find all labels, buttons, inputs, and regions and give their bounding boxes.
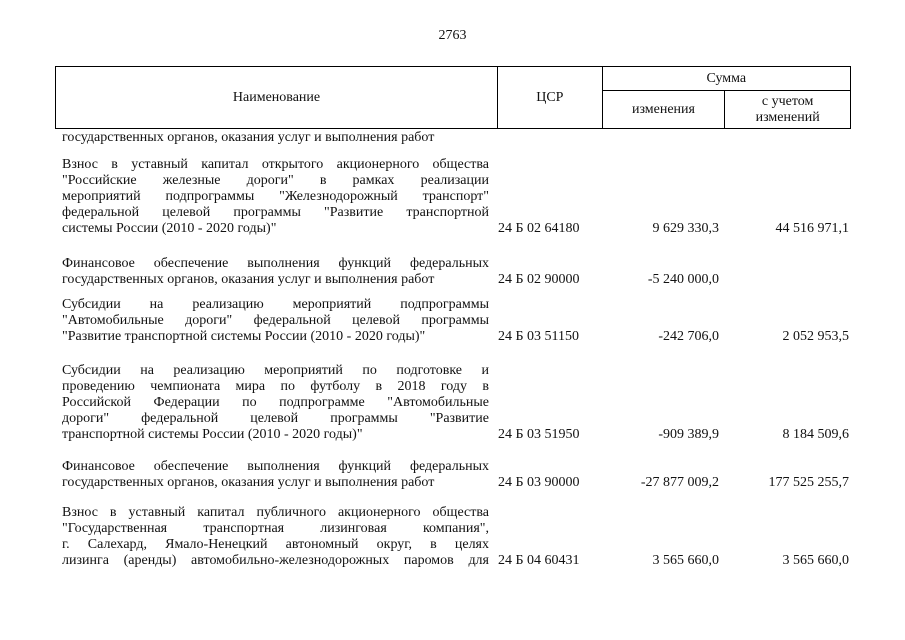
row-name-line: Взнос в уставный капитал открытого акционерного общества: [62, 157, 489, 172]
row-csr: 24 Б 03 51950: [498, 427, 580, 442]
row-csr: 24 Б 03 51150: [498, 329, 580, 344]
row-name: [62, 505, 489, 569]
row-name-line: системы России (2010 - 2020 годы)": [62, 221, 277, 236]
row-total: 2 052 953,5: [782, 329, 849, 344]
row-change: -242 706,0: [658, 329, 719, 344]
row-name-line: "Российские железные дороги" в рамках реализации: [62, 173, 489, 188]
row-total: 8 184 509,6: [782, 427, 849, 442]
row-name-line: государственных органов, оказания услуг и выполнения работ: [62, 130, 435, 145]
row-total: 44 516 971,1: [775, 221, 849, 236]
header-csr: ЦСР: [498, 67, 603, 129]
row-change: -909 389,9: [658, 427, 719, 442]
row-name-line: Российской Федерации по подпрограмме "Автомобильные: [62, 395, 489, 410]
row-change: -27 877 009,2: [640, 475, 719, 490]
row-total: 3 565 660,0: [782, 553, 849, 568]
row-name-line: Финансовое обеспечение выполнения функций федеральных: [62, 256, 489, 271]
row-change: 3 565 660,0: [652, 553, 719, 568]
header-sum: Сумма: [602, 67, 850, 91]
header-with-changes: [725, 91, 851, 129]
row-name-line: государственных органов, оказания услуг и выполнения работ: [62, 272, 435, 287]
header-with-changes-line1: с учетом: [761, 93, 814, 109]
row-name-line: лизинга (аренды) автомобильно-железнодорожных паромов для: [62, 553, 489, 568]
row-name: [62, 130, 489, 146]
row-name: [62, 459, 489, 491]
row-name-line: мероприятий подпрограммы "Железнодорожный транспорт": [62, 189, 489, 204]
row-name: [62, 297, 489, 345]
table-header: [55, 66, 851, 129]
row-total: 177 525 255,7: [768, 475, 849, 490]
row-name-line: государственных органов, оказания услуг и выполнения работ: [62, 475, 435, 490]
row-name: [62, 157, 489, 237]
row-name-line: Взнос в уставный капитал публичного акционерного общества: [62, 505, 489, 520]
row-csr: 24 Б 02 90000: [498, 272, 580, 287]
row-csr: 24 Б 02 64180: [498, 221, 580, 236]
row-csr: 24 Б 03 90000: [498, 475, 580, 490]
row-name-line: Субсидии на реализацию мероприятий подпрограммы: [62, 297, 489, 312]
row-name-line: "Развитие транспортной системы России (2010 - 2020 годы)": [62, 329, 426, 344]
row-name-line: "Государственная транспортная лизинговая компания",: [62, 521, 489, 536]
row-change: -5 240 000,0: [647, 272, 719, 287]
row-name-line: Финансовое обеспечение выполнения функций федеральных: [62, 459, 489, 474]
header-with-changes-line2: изменений: [755, 109, 820, 125]
header-changes: изменения: [602, 91, 725, 129]
header-name: Наименование: [56, 67, 498, 129]
row-name-line: проведению чемпионата мира по футболу в 2018 году в: [62, 379, 489, 394]
row-name-line: федеральной целевой программы "Развитие транспортной: [62, 205, 489, 220]
row-name-line: транспортной системы России (2010 - 2020 годы)": [62, 427, 363, 442]
row-name: [62, 363, 489, 443]
row-name-line: "Автомобильные дороги" федеральной целевой программы: [62, 313, 489, 328]
row-csr: 24 Б 04 60431: [498, 553, 580, 568]
row-name-line: г. Салехард, Ямало-Ненецкий автономный округ, в целях: [62, 537, 489, 552]
page-number: 2763: [438, 28, 467, 43]
row-name-line: дороги" федеральной целевой программы "Развитие: [62, 411, 489, 426]
row-change: 9 629 330,3: [652, 221, 719, 236]
row-name: [62, 256, 489, 288]
row-name-line: Субсидии на реализацию мероприятий по подготовке и: [62, 363, 489, 378]
